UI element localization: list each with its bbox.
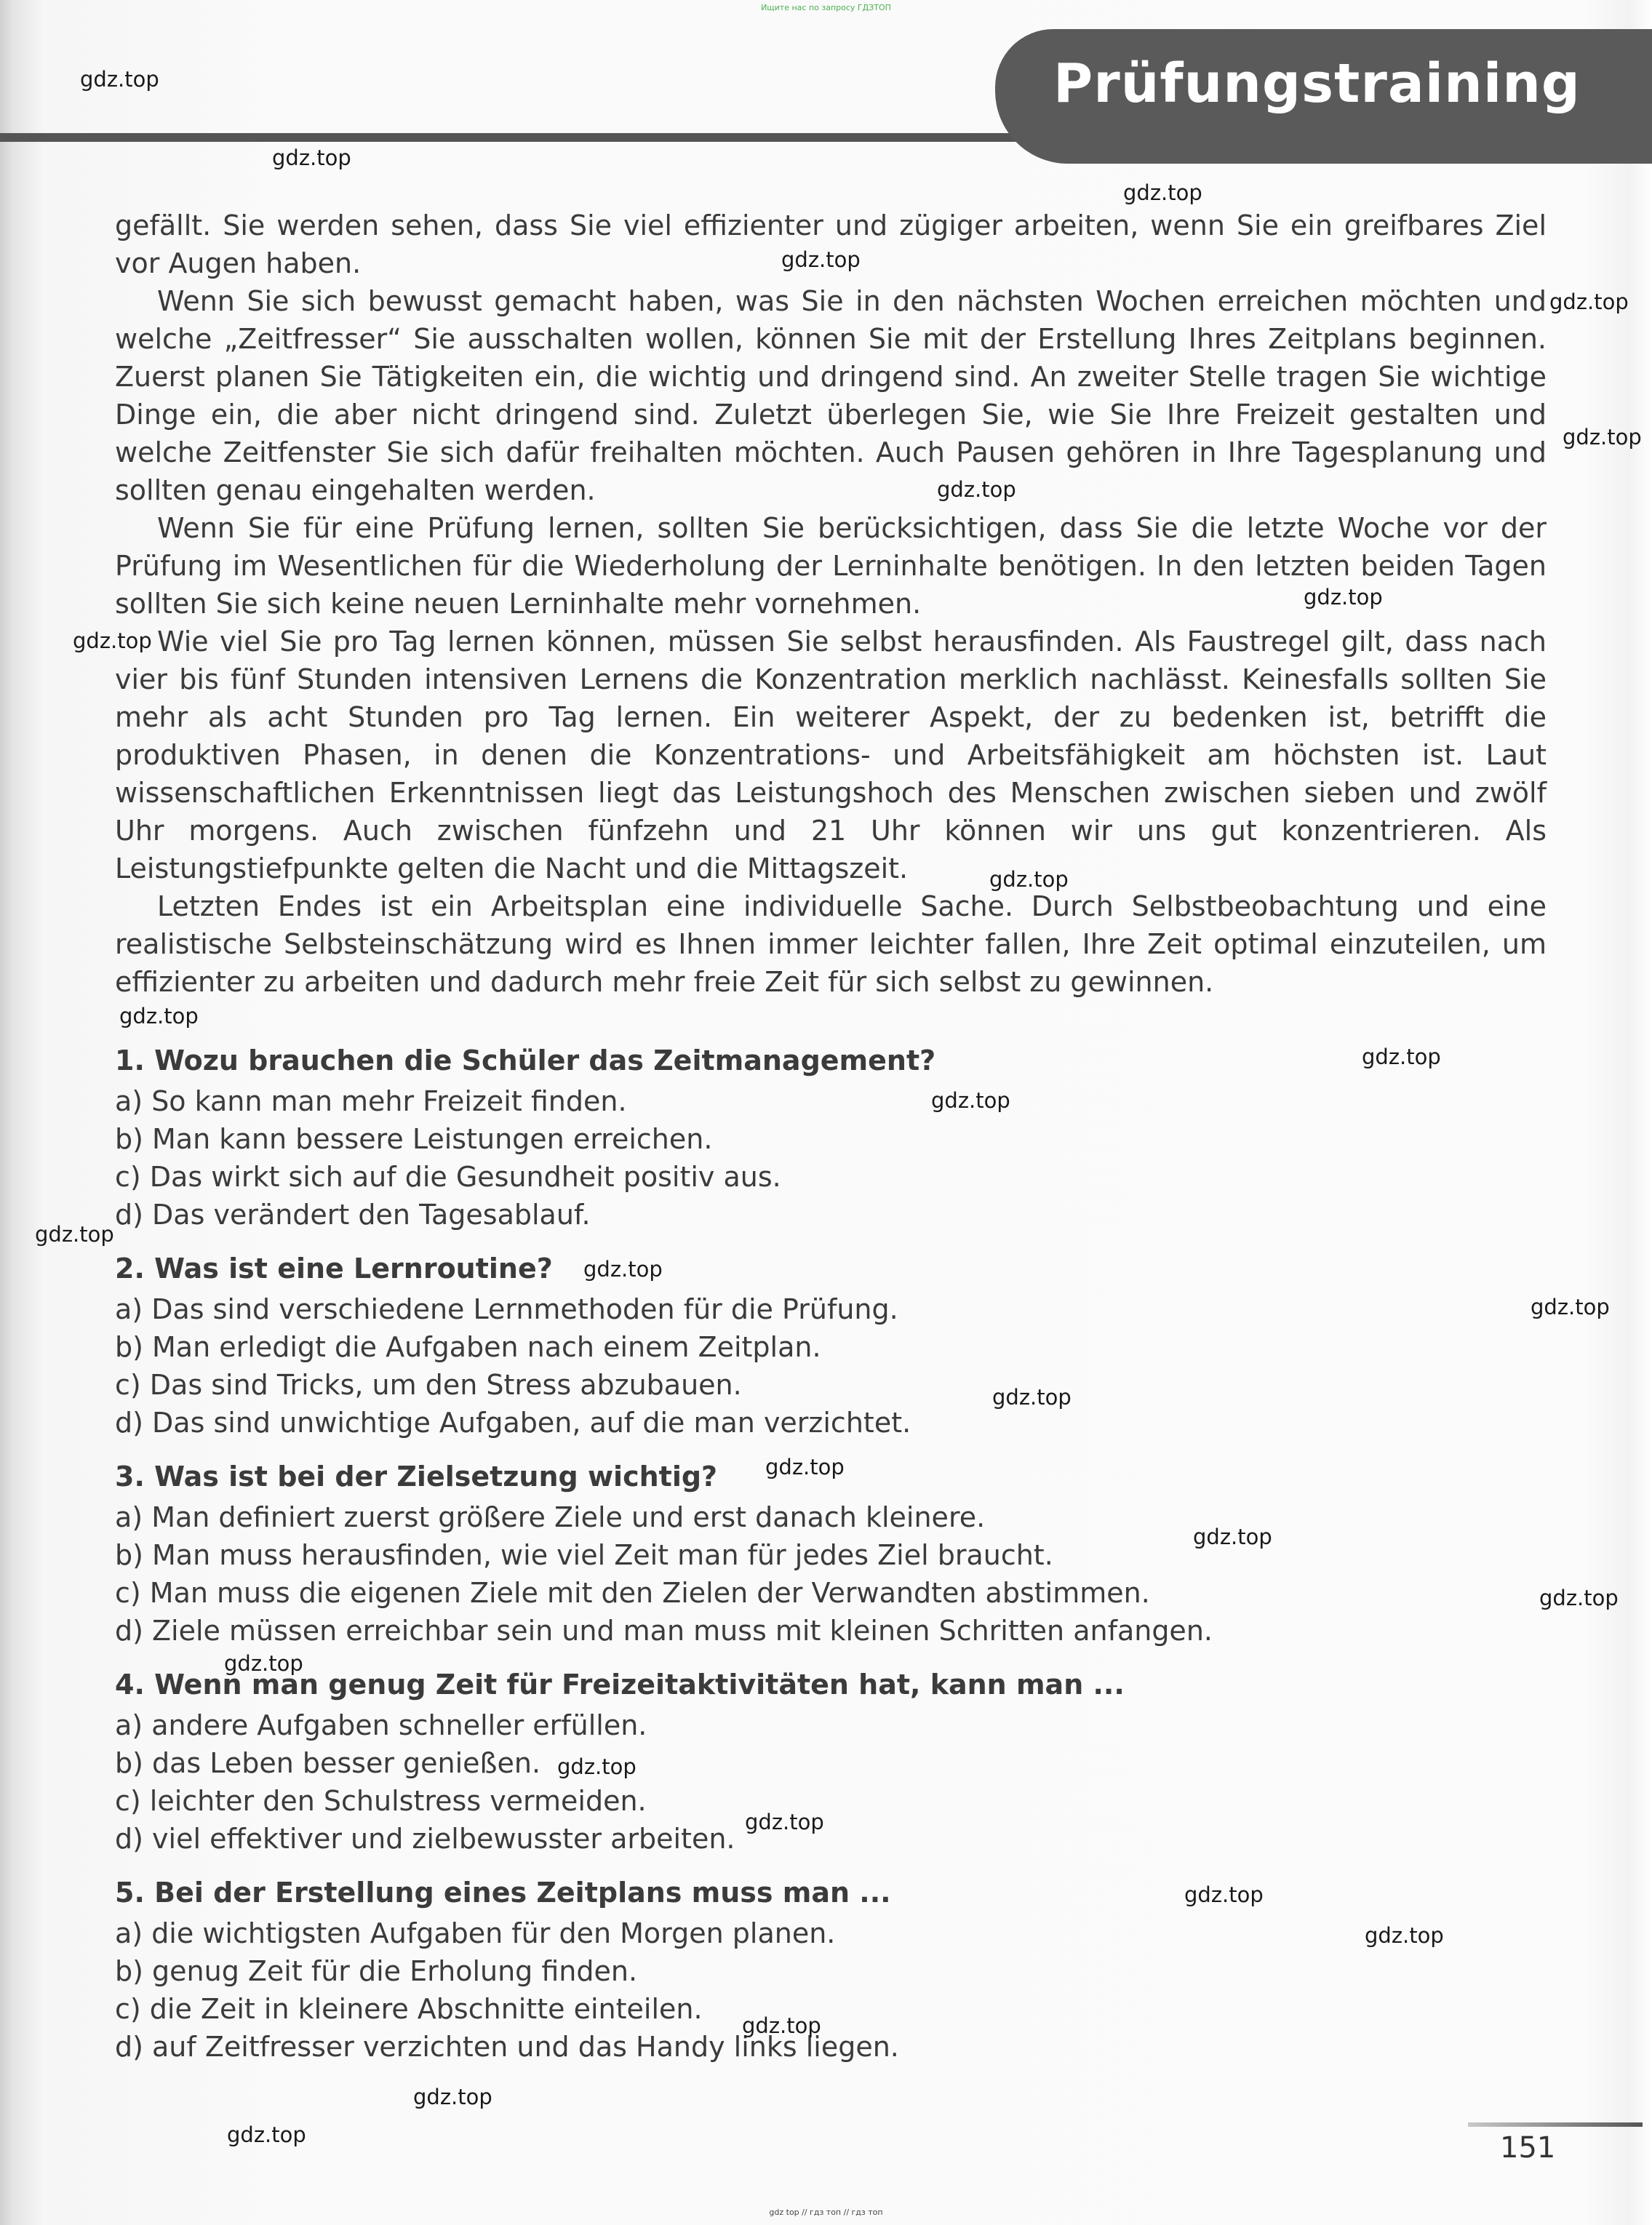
question-title: 4. Wenn man genug Zeit für Freizeitaktivitäten hat, kann man ... <box>115 1669 1125 1701</box>
answer-option: b) genug Zeit für die Erholung finden. <box>115 1955 638 1987</box>
answer-option: d) viel effektiver und zielbewusster arbeiten. <box>115 1823 735 1855</box>
watermark: gdz.top <box>1304 585 1383 610</box>
question-1 <box>115 1039 1547 1234</box>
watermark: gdz.top <box>224 1651 303 1676</box>
paragraph: Wie viel Sie pro Tag lernen können, müssen Sie selbst herausfinden. Als Faustregel gilt, dass nach vier bis fünf Stunden intensiven Lernens die Konzentration merklich nachlässt. Keinesfalls sollten Sie mehr als acht Stunden pro Tag lernen. Ein weiterer Aspekt, der zu bedenken ist, betrifft die produktiven Phasen, in denen die Konzentrations- und Arbeitsfähigkeit am höchsten ist. Laut wissenschaftlichen Erkenntnissen liegt das Leistungshoch des Menschen zwischen sieben und zwölf Uhr morgens. Auch zwischen fünfzehn und 21 Uhr können wir uns gut konzentrieren. Als Leistungstiefpunkte gelten die Nacht und die Mittagszeit. <box>115 626 1547 884</box>
paragraph: Wenn Sie für eine Prüfung lernen, sollten Sie berücksichtigen, dass Sie die letzte Woche vor der Prüfung im Wesentlichen für die Wiederholung der Lerninhalte benötigen. In den letzten beiden Tagen sollten Sie sich keine neuen Lerninhalte mehr vornehmen. <box>115 512 1547 620</box>
watermark: gdz.top <box>583 1257 663 1282</box>
answer-option: d) Ziele müssen erreichbar sein und man muss mit kleinen Schritten anfangen. <box>115 1615 1213 1647</box>
page-title: Prüfungstraining <box>1053 52 1581 115</box>
answer-option: d) Das verändert den Tagesablauf. <box>115 1199 591 1231</box>
watermark: gdz.top <box>73 628 152 653</box>
answer-option: a) die wichtigsten Aufgaben für den Morgen planen. <box>115 1917 836 1949</box>
watermark: gdz.top <box>1531 1295 1610 1319</box>
watermark: gdz.top <box>742 2013 821 2038</box>
answer-option: b) Man kann bessere Leistungen erreichen. <box>115 1123 713 1155</box>
watermark: gdz.top <box>80 67 159 92</box>
watermark: gdz.top <box>119 1004 199 1028</box>
paragraph: Letzten Endes ist ein Arbeitsplan eine individuelle Sache. Durch Selbstbeobachtung und eine realistische Selbsteinschätzung wird es Ihnen immer leichter fallen, Ihre Zeit optimal einzuteilen, um effizienter zu arbeiten und dadurch mehr freie Zeit für sich selbst zu gewinnen. <box>115 890 1547 998</box>
header-rule <box>0 133 1018 142</box>
question-5 <box>115 1871 1547 2066</box>
watermark: gdz.top <box>781 247 861 272</box>
watermark: gdz.top <box>1362 1044 1441 1069</box>
question-list <box>115 1039 1547 2079</box>
question-4 <box>115 1663 1547 1858</box>
question-title: 2. Was ist eine Lernroutine? <box>115 1253 553 1285</box>
watermark: gdz.top <box>992 1385 1072 1410</box>
answer-option: b) Man erledigt die Aufgaben nach einem Zeitplan. <box>115 1331 821 1363</box>
answer-option: d) auf Zeitfresser verzichten und das Handy links liegen. <box>115 2031 899 2063</box>
watermark: gdz.top <box>557 1754 637 1779</box>
paragraph: Wenn Sie sich bewusst gemacht haben, was Sie in den nächsten Wochen erreichen möchten und welche „Zeitfresser“ Sie ausschalten wollen, können Sie mit der Erstellung Ihres Zeitplans beginnen. Zuerst planen Sie Tätigkeiten ein, die wichtig und dringend sind. An zweiter Stelle tragen Sie wichtige Dinge ein, die aber nicht dringend sind. Zuletzt überlegen Sie, wie Sie Ihre Freizeit gestalten und welche Zeitfenster Sie sich dafür freihalten möchten. Auch Pausen gehören in Ihre Tagesplanung und sollten genau eingehalten werden. <box>115 285 1547 506</box>
answer-option: b) Man muss herausfinden, wie viel Zeit man für jedes Ziel braucht. <box>115 1539 1053 1571</box>
watermark: gdz.top <box>413 2085 492 2109</box>
answer-option: c) Man muss die eigenen Ziele mit den Zielen der Verwandten abstimmen. <box>115 1577 1150 1609</box>
answer-option: c) die Zeit in kleinere Abschnitte einteilen. <box>115 1993 703 2025</box>
question-title: 3. Was ist bei der Zielsetzung wichtig? <box>115 1461 718 1493</box>
answer-option: b) das Leben besser genießen. <box>115 1747 541 1779</box>
answer-option: a) andere Aufgaben schneller erfüllen. <box>115 1709 647 1741</box>
watermark: gdz.top <box>227 2122 306 2147</box>
watermark: gdz.top <box>1549 289 1629 314</box>
watermark: gdz.top <box>765 1455 845 1479</box>
paragraph: gefällt. Sie werden sehen, dass Sie viel effizienter und zügiger arbeiten, wenn Sie ein greifbares Ziel vor Augen haben. <box>115 209 1547 279</box>
question-title: 1. Wozu brauchen die Schüler das Zeitmanagement? <box>115 1044 936 1076</box>
watermark: gdz.top <box>1123 180 1202 205</box>
watermark: gdz.top <box>35 1222 114 1247</box>
watermark: gdz.top <box>1193 1525 1272 1549</box>
question-2 <box>115 1247 1547 1442</box>
answer-option: c) Das wirkt sich auf die Gesundheit positiv aus. <box>115 1161 781 1193</box>
watermark: gdz.top <box>1539 1586 1619 1610</box>
watermark: gdz.top <box>937 477 1016 502</box>
watermark: gdz.top <box>1184 1882 1264 1907</box>
footer-rule <box>1468 2122 1643 2127</box>
question-title: 5. Bei der Erstellung eines Zeitplans muss man ... <box>115 1877 891 1909</box>
answer-option: a) Das sind verschiedene Lernmethoden für die Prüfung. <box>115 1293 898 1325</box>
answer-option: a) So kann man mehr Freizeit finden. <box>115 1085 627 1117</box>
answer-option: d) Das sind unwichtige Aufgaben, auf die man verzichtet. <box>115 1407 911 1439</box>
watermark: gdz.top <box>931 1088 1010 1113</box>
question-3 <box>115 1455 1547 1650</box>
answer-option: a) Man definiert zuerst größere Ziele und erst danach kleinere. <box>115 1501 986 1533</box>
watermark: gdz.top <box>272 145 351 170</box>
bottom-note: gdz top // гдз топ // гдз топ <box>769 2208 883 2217</box>
watermark: gdz.top <box>1563 425 1642 450</box>
page-number: 151 <box>1500 2131 1556 2165</box>
answer-option: c) Das sind Tricks, um den Stress abzubauen. <box>115 1369 742 1401</box>
answer-option: c) leichter den Schulstress vermeiden. <box>115 1785 647 1817</box>
watermark: gdz.top <box>1365 1923 1444 1948</box>
watermark: gdz.top <box>989 867 1069 892</box>
top-note: Ищите нас по запросу ГДЗТОП <box>761 3 891 12</box>
watermark: gdz.top <box>745 1810 824 1834</box>
